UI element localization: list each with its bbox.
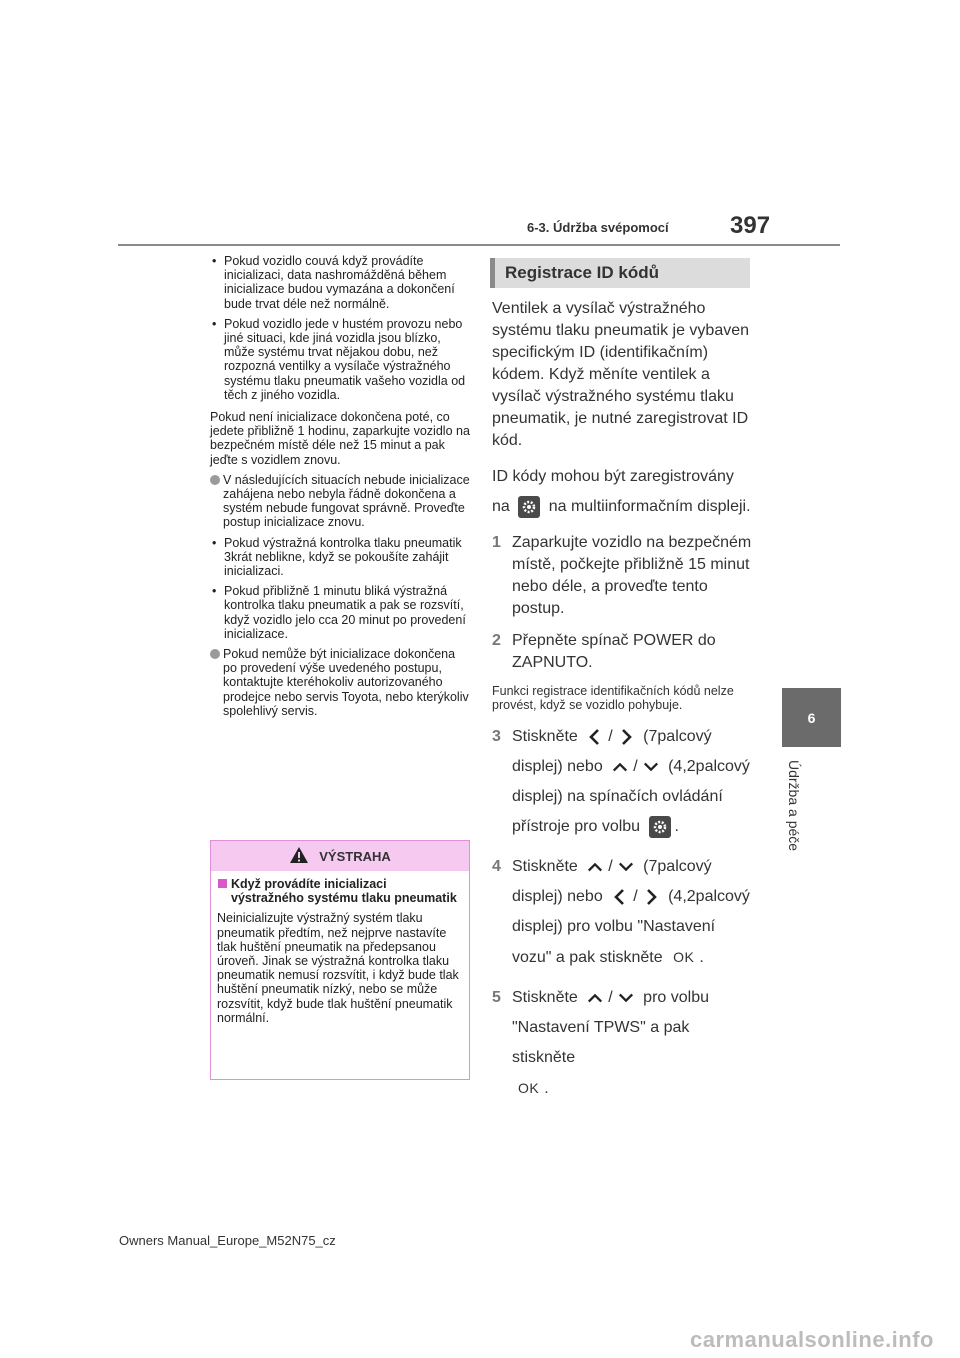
footer-manual-id: Owners Manual_Europe_M52N75_cz [119,1233,336,1248]
step-number: 1 [492,534,501,551]
settings-gear-icon [518,496,540,518]
paragraph: ID kódy mohou být zaregistrovány na na multiinformačním displeji. [492,462,754,522]
chevron-up-icon [612,758,628,776]
step-5 [492,983,754,1104]
warning-box [210,840,470,1080]
right-column [492,298,754,1114]
chevron-right-icon [643,888,659,906]
chevron-up-icon [587,858,603,876]
warning-text: Neinicializujte výstražný systém tlaku pneumatik předtím, než nejprve nastavíte tlak huštění pneumatik na předepsanou úroveň. Jinak se výstražná kontrolka tlaku pneumatik nemusí rozsvítit, i když bude tlak huštění pneumatik nízký, nebo se může rozsvítit, když bude tlak huštění pneumatik normální. [217,911,459,1025]
step-text: Přepněte spínač POWER do ZAPNUTO. [512,632,716,671]
circle-item [210,647,470,718]
step-4 [492,852,754,973]
paragraph: Ventilek a vysílač výstražného systému tlaku pneumatik je vybaven specifickým ID (identifikačním) kódem. Když měníte ventilek a vysílač výstražného systému tlaku pneumatik, je nutné zaregistrovat ID kód. [492,300,750,449]
section-heading: Registrace ID kódů [505,263,659,282]
circle-item-text: Pokud nemůže být inicializace dokončena po provedení výše uvedeného postupu, kontaktujte kteréhokoliv autorizovaného prodejce nebo servis Toyota, nebo kterýkoliv spolehlivý servis. [223,647,469,718]
circle-item-text: V následujících situacích nebude inicializace zahájena nebo nebyla řádně dokončena a systém nebude fungovat správně. Proveďte postup inicializace znovu. [223,472,470,530]
section-title: 6-3. Údržba svépomocí [527,220,669,235]
ok-button-icon: OK [673,949,695,965]
list-item: • Pokud výstražná kontrolka tlaku pneumatik 3krát neblikne, když se pokoušíte zahájit inicializaci. [210,536,470,579]
step-number: 2 [492,632,501,649]
ok-button-icon: OK [518,1080,540,1096]
square-bullet-icon [218,879,227,888]
step-2 [492,630,754,674]
step-text: Stiskněte / (7palcový displej) nebo / (4,2palcový displej) pro volbu "Nastavení vozu" a pak stiskněte OK . [512,852,754,973]
chevron-left-icon [612,888,628,906]
page-number: 397 [730,212,771,239]
section-heading-bar [490,258,750,288]
step-text: Stiskněte / pro volbu "Nastavení TPWS" a pak stiskněte OK . [512,983,754,1104]
step-text: Stiskněte / (7palcový displej) nebo / (4,2palcový displej) na spínačích ovládání přístroje pro volbu . [512,722,754,842]
step-3 [492,722,754,842]
paragraph: Pokud není inicializace dokončena poté, co jedete přibližně 1 hodinu, zaparkujte vozidlo na bezpečném místě déle než 15 minut a pak jeďte s vozidlem znovu. [210,410,470,467]
chevron-right-icon [618,728,634,746]
list-item: • Pokud přibližně 1 minutu bliká výstražná kontrolka tlaku pneumatik a pak se rozsvítí, když vozidlo jelo cca 20 minut po provedení inicializace. [210,584,470,641]
warning-triangle-icon [289,846,309,867]
watermark: carmanualsonline.info [690,1327,934,1352]
warning-body [211,871,469,1025]
step-1 [492,532,754,620]
list-item: • Pokud vozidlo couvá když provádíte inicializaci, data nashromážděná během inicializace budou vymazána a dokončení bude trvat déle než normálně. [210,254,470,311]
note: Funkci registrace identifikačních kódů nelze provést, když se vozidlo pohybuje. [492,684,734,712]
circle-bullet-icon [210,475,220,485]
settings-gear-icon [649,816,671,838]
chevron-down-icon [618,989,634,1007]
chevron-left-icon [587,728,603,746]
warning-heading: VÝSTRAHA [319,848,391,864]
step-text: Zaparkujte vozidlo na bezpečném místě, počkejte přibližně 15 minut nebo déle, a proveďte tento postup. [512,534,752,617]
warning-title-text: Když provádíte inicializaci výstražného systému tlaku pneumatik [231,877,457,906]
chevron-down-icon [643,758,659,776]
list-item: • Pokud vozidlo jede v hustém provozu nebo jiné situaci, kde jiná vozidla jsou blízko, může systému trvat nějakou dobu, než rozpozná ventilky a vysílače výstražného systému tlaku pneumatik vašeho vozidla od těch z jiného vozidla. [210,317,470,402]
chevron-up-icon [587,989,603,1007]
step-number: 5 [492,989,501,1006]
circle-bullet-icon [210,649,220,659]
chapter-tab: 6 [782,688,841,747]
header-divider [118,244,840,246]
step-number: 4 [492,858,501,875]
chapter-label: Údržba a péče [786,760,802,852]
step-number: 3 [492,728,501,745]
warning-title [217,877,463,905]
chevron-down-icon [618,858,634,876]
warning-header [211,841,469,871]
circle-item [210,473,470,530]
left-column [210,254,470,724]
